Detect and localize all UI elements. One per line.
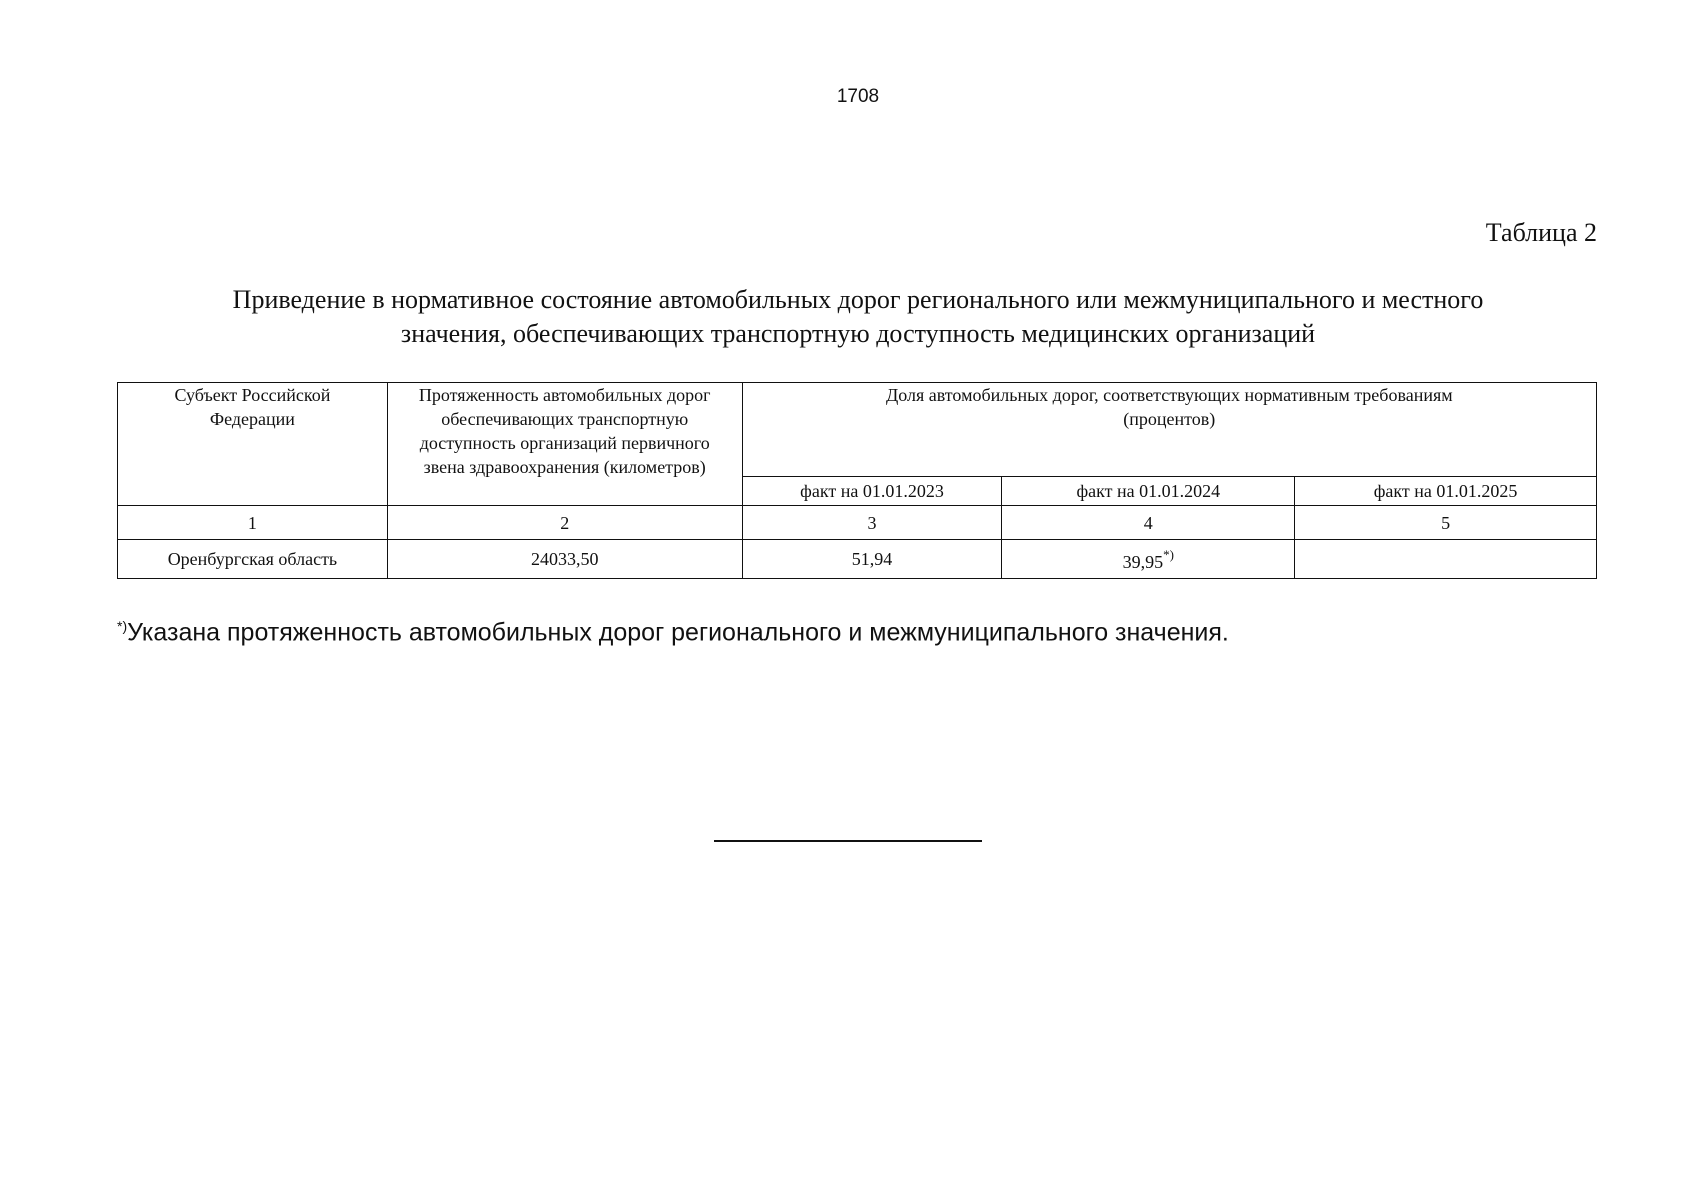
table-row (118, 540, 1597, 579)
closing-rule (714, 840, 982, 842)
cell-fact-2023: 51,94 (742, 540, 1002, 579)
header-subject-line-1: Субъект Российской (174, 385, 331, 405)
header-share (742, 383, 1596, 477)
header-row-top (118, 383, 1597, 477)
header-length (387, 383, 742, 506)
title-line-2: значения, обеспечивающих транспортную доступность медицинских организаций (400, 319, 1316, 348)
cell-fact-2024 (1002, 540, 1295, 579)
data-table (117, 382, 1597, 579)
header-year-2025: факт на 01.01.2025 (1295, 477, 1597, 506)
header-length-line-1: Протяженность автомобильных дорог (418, 385, 711, 405)
footnote-text: Указана протяженность автомобильных дорог регионального и межмуниципального значения. (127, 618, 1229, 647)
document-title (150, 283, 1566, 351)
header-subject (118, 383, 388, 506)
cell-length: 24033,50 (387, 540, 742, 579)
header-length-line-2: обеспечивающих транспортную (441, 409, 689, 429)
cell-subject: Оренбургская область (118, 540, 388, 579)
cell-fact-2025 (1295, 540, 1597, 579)
cell-fact-2024-value: 39,95 (1122, 551, 1164, 572)
column-index-1: 1 (118, 506, 388, 540)
column-index-5: 5 (1295, 506, 1597, 540)
column-index-4: 4 (1002, 506, 1295, 540)
header-share-line-1: Доля автомобильных дорог, соответствующих нормативным требованиям (885, 385, 1453, 405)
page-number: 1708 (836, 86, 880, 107)
header-year-2024: факт на 01.01.2024 (1002, 477, 1295, 506)
column-index-3: 3 (742, 506, 1002, 540)
title-line-1: Приведение в нормативное состояние автомобильных дорог регионального или межмуниципального и местного (232, 285, 1484, 314)
footnote (117, 618, 1229, 647)
header-share-line-2: (процентов) (1123, 409, 1216, 429)
header-length-line-4: звена здравоохранения (километров) (423, 457, 706, 477)
header-subject-line-2: Федерации (209, 409, 295, 429)
header-year-2023: факт на 01.01.2023 (742, 477, 1002, 506)
column-index-row (118, 506, 1597, 540)
table-label: Таблица 2 (1485, 218, 1597, 247)
column-index-2: 2 (387, 506, 742, 540)
header-length-line-3: доступность организаций первичного (419, 433, 710, 453)
footnote-mark: *) (117, 618, 128, 634)
footnote-marker: *) (1163, 546, 1174, 562)
